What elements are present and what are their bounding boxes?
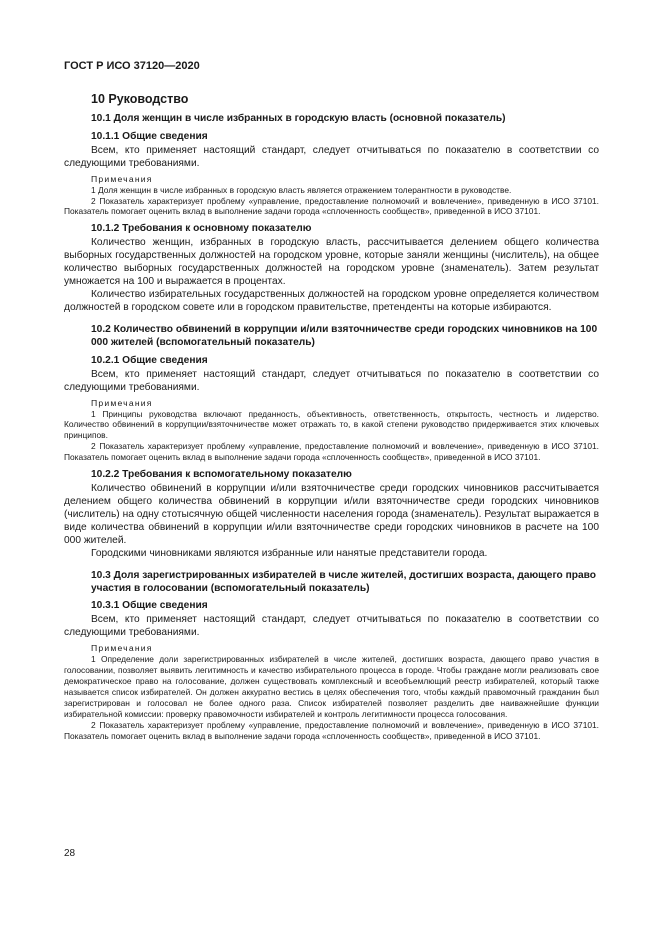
notes-label: Примечания xyxy=(91,643,153,654)
note-10-1-1-2: 2 Показатель характеризует проблему «управление, предоставление полномочий и вовлечение», приведенную в ИСО 37101. Показатель помогает оценить вклад в выполнение задачи города «сплоченность сообществ», приведенной в ИСО 37101. xyxy=(64,195,599,217)
subsection-10-2-title: 10.2 Количество обвинений в коррупции и/или взяточничестве среди городских чиновников на 100 000 жителей (вспомогательный показатель) xyxy=(91,324,598,348)
note-10-3-1-2: 2 Показатель характеризует проблему «управление, предоставление полномочий и вовлечение», приведенную в ИСО 37101. Показатель помогает оценить вклад в выполнение задачи города «сплоченность сообществ», приведенной в ИСО 37101. xyxy=(64,719,599,741)
page-content xyxy=(64,92,599,741)
clause-10-2-2-paragraph-2: Городскими чиновниками являются избранные или нанятые представители города. xyxy=(91,547,488,559)
clause-10-2-1-title: 10.2.1 Общие сведения xyxy=(91,354,208,366)
subsection-10-3-title: 10.3 Доля зарегистрированных избирателей в числе жителей, достигших возраста, дающего право участия в голосовании (вспомогательный показатель) xyxy=(91,569,597,594)
clause-10-2-1-text: Всем, кто применяет настоящий стандарт, следует отчитываться по показателю в соответствии со следующими требованиями. xyxy=(64,368,599,393)
notes-label: Примечания xyxy=(91,397,153,408)
clause-10-2-2-title: 10.2.2 Требования к вспомогательному показателю xyxy=(91,469,352,481)
notes-label: Примечания xyxy=(91,173,153,184)
note-10-3-1-1: 1 Определение доли зарегистрированных избирателей в числе жителей, достигших возраста, дающего право участия в голосовании, позволяет выявить легитимность и качество избирательного процесса в городе. Чтобы граждане могли реализовать свое демократическое право на голосование, должен существовать комплексный и всеобъемлющий реестр избирателей, который также называется список избирателей. Он должен аккуратно вестись в целях обеспечения того, чтобы каждый правомочный гражданин был зарегистрирован и голосовал не более одного раза. Список избирателей позволяет разделить две наиважнейшие функции избирательной комиссии: проверку правомочности избирателей и контроль легитимности процесса голосования. xyxy=(64,654,599,719)
note-10-1-1-1: 1 Доля женщин в числе избранных в городскую власть является отражением толерантности в руководстве. xyxy=(91,184,512,195)
clause-10-3-1-text: Всем, кто применяет настоящий стандарт, следует отчитываться по показателю в соответствии со следующими требованиями. xyxy=(64,614,599,639)
clause-10-1-1-text: Всем, кто применяет настоящий стандарт, следует отчитываться по показателю в соответствии со следующими требованиями. xyxy=(64,144,599,169)
section-title: 10 Руководство xyxy=(91,92,189,106)
page-number: 28 xyxy=(64,848,76,859)
clause-10-2-2-paragraph-1: Количество обвинений в коррупции и/или взяточничестве среди городских чиновников рассчитывается делением общего количества обвинений в коррупции и/или взяточничестве среди городских чиновников (числитель) на одну стотысячную общей численности населения города (знаменатель). Результат выражается в виде количества обвинений в коррупции и/или взяточничестве среди городских чиновников в расчете на 100 000 жителей. xyxy=(64,482,599,546)
clause-10-3-1-title: 10.3.1 Общие сведения xyxy=(91,600,208,612)
clause-10-1-1-title: 10.1.1 Общие сведения xyxy=(91,130,208,142)
standard-header: ГОСТ Р ИСО 37120—2020 xyxy=(64,60,200,72)
note-10-2-1-1: 1 Принципы руководства включают преданность, объективность, ответственность, открытость, честность и лидерство. Количество обвинений в коррупции/взяточничестве может отражать то, в какой степени руководство придерживается этих ключевых принципов. xyxy=(64,408,599,441)
note-10-2-1-2: 2 Показатель характеризует проблему «управление, предоставление полномочий и вовлечение», приведенную в ИСО 37101. Показатель помогает оценить вклад в выполнение задачи города «сплоченность сообществ», приведенной в ИСО 37101. xyxy=(64,441,599,463)
subsection-10-1-title: 10.1 Доля женщин в числе избранных в городскую власть (основной показатель) xyxy=(91,113,506,124)
clause-10-1-2-paragraph-1: Количество женщин, избранных в городскую власть, рассчитывается делением общего количества выборных государственных должностей на городском уровне, которые заняли женщины (числитель), на общее количество выборных государственных должностей на городском уровне (знаменатель). Затем результат умножается на 100 и выражается в процентах. xyxy=(64,237,599,288)
clause-10-1-2-title: 10.1.2 Требования к основному показателю xyxy=(91,223,312,235)
clause-10-1-2-paragraph-2: Количество избирательных государственных должностей на городском уровне определяется количеством должностей в городском совете или в городском правительстве, претенденты на которые избираются. xyxy=(64,289,599,314)
